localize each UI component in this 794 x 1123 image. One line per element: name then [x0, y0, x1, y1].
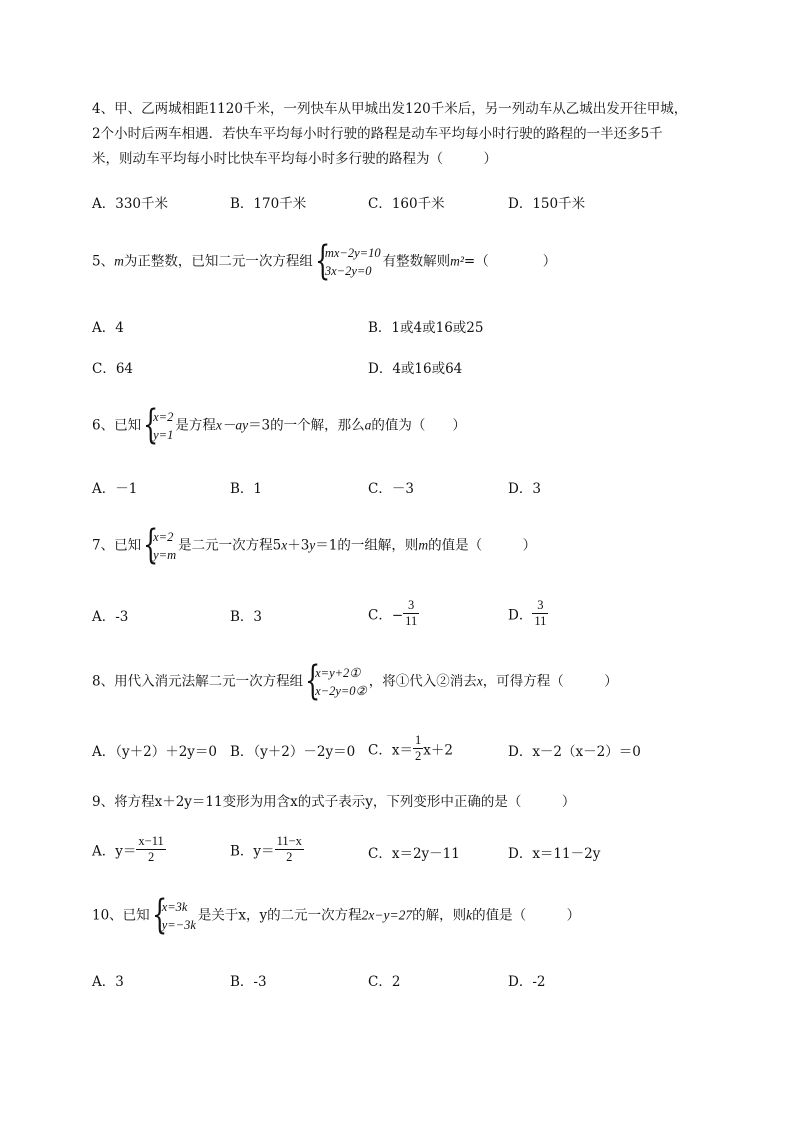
q7-option-c — [368, 598, 419, 629]
q9-option-b-fraction — [275, 834, 304, 865]
q7-text3: ＝1的一组解，则 — [315, 537, 419, 554]
q4-line2: 2个小时后两车相遇．若快车平均每小时行驶的路程是动车平均每小时行驶的路程的一半还多5千 — [92, 126, 663, 142]
q10-eq2: y=−3k — [161, 918, 196, 932]
q5-option-b: B．1或4或16或25 — [368, 320, 484, 336]
q6-text3: 的值为（ ） — [371, 417, 466, 434]
q4-option-a: A．330千米 — [92, 196, 169, 212]
q6-system: { x=2 y=1 — [143, 402, 174, 448]
q8-option-b: B．（y＋2）－2y＝0 — [230, 744, 356, 760]
q10-text2: 的解，则 — [412, 907, 467, 924]
q7-option-d-fraction — [532, 598, 548, 629]
q6-eq2: y=1 — [153, 428, 174, 442]
q5-stem — [92, 238, 557, 284]
q9-option-b-prefix: B．y＝ — [230, 843, 275, 860]
q7-stem — [92, 522, 537, 568]
q7-eq2: y=m — [153, 548, 177, 562]
q7-option-c-num: 3 — [403, 598, 419, 614]
q8-option-a: A．（y＋2）＋2y＝0 — [92, 744, 218, 760]
q10-number: 10、已知 — [92, 907, 150, 924]
q5-option-c: C．64 — [92, 361, 134, 377]
q9-option-c: C．x＝2y－11 — [368, 846, 460, 862]
q6-stem — [92, 402, 466, 448]
q10-option-b: B．-3 — [230, 974, 267, 990]
q5-text2: 有整数解则 — [382, 253, 451, 270]
q9-option-a-fraction — [136, 834, 165, 865]
q9-stem: 9、将方程x＋2y＝11变形为用含x的式子表示y，下列变形中正确的是（ ） — [92, 794, 576, 810]
q4-option-b: B．170千米 — [230, 196, 307, 212]
q6-eq1: x=2 — [153, 410, 174, 424]
q10-k: k — [466, 907, 473, 923]
q7-x: x — [281, 537, 288, 553]
q8-stem — [92, 658, 618, 704]
q7-eq1: x=2 — [153, 530, 174, 544]
q8-text1: ，将①代入②消去 — [368, 673, 477, 690]
q8-eq1: x=y+2① — [315, 666, 361, 680]
q10-option-c: C．2 — [368, 974, 401, 990]
q10-option-d: D．-2 — [508, 974, 546, 990]
q10-system: { x=3k y=−3k — [151, 892, 196, 938]
q10-eq1: x=3k — [161, 900, 188, 914]
q4-line3: 米，则动车平均每小时比快车平均每小时多行驶的路程为（ ） — [92, 151, 497, 167]
q9-option-a-den: 2 — [147, 850, 155, 864]
q8-number: 8、用代入消元法解二元一次方程组 — [92, 673, 304, 690]
q5-m2: m² — [450, 253, 464, 269]
q7-system: { x=2 y=m — [143, 522, 177, 568]
q7-number: 7、已知 — [92, 537, 142, 554]
q4-option-d: D．150千米 — [508, 196, 586, 212]
q7-option-d-num: 3 — [532, 598, 548, 614]
q7-m: m — [418, 537, 429, 553]
q8-option-d: D．x－2（x－2）＝0 — [508, 744, 641, 760]
q6-text1: 是方程 — [175, 417, 216, 434]
q6-option-a: A．－1 — [92, 481, 138, 497]
q5-text1: 为正整数，已知二元一次方程组 — [123, 253, 313, 270]
q6-option-b: B．1 — [230, 481, 263, 497]
q7-option-d — [508, 598, 548, 629]
q6-option-d: D．3 — [508, 481, 541, 497]
q9-option-a-num: x−11 — [138, 834, 164, 848]
q9-option-b — [230, 834, 304, 865]
q7-text2: ＋3 — [287, 537, 310, 554]
q6-text2: ＝3的一个解，那么 — [248, 417, 365, 434]
q7-option-c-fraction — [403, 598, 419, 629]
q8-option-c-num: 1 — [414, 733, 422, 747]
q5-eq2: 3x−2y=0 — [324, 264, 372, 278]
q8-option-c-den: 2 — [414, 749, 422, 763]
q4-line1: 4、甲、乙两城相距1120千米，一列快车从甲城出发120千米后，另一列动车从乙城出发开往甲城， — [92, 101, 688, 117]
q5-option-d: D．4或16或64 — [368, 361, 463, 377]
q4-option-c: C．160千米 — [368, 196, 445, 212]
q7-option-d-label: D． — [508, 607, 533, 624]
q6-number: 6、已知 — [92, 417, 142, 434]
q8-option-c-prefix: C．x＝ — [368, 742, 413, 759]
q9-option-d: D．x＝11－2y — [508, 846, 601, 862]
q10-option-a: A．3 — [92, 974, 124, 990]
q5-option-a: A．4 — [92, 320, 124, 336]
q8-option-c — [368, 733, 453, 764]
q5-system: { mx−2y=10 3x−2y=0 — [314, 238, 381, 284]
q5-text3: =（ ） — [463, 253, 557, 270]
q8-option-c-suffix: x＋2 — [423, 742, 453, 759]
q7-option-b: B．3 — [230, 609, 263, 625]
q8-eq2: x−2y=0② — [315, 684, 367, 698]
q7-y: y — [309, 537, 316, 553]
q8-x: x — [476, 673, 483, 689]
q9-option-b-num: 11−x — [276, 834, 302, 848]
q7-option-a: A．-3 — [92, 609, 129, 625]
q5-eq1: mx−2y=10 — [324, 246, 381, 260]
q6-expr: x－ay — [215, 417, 249, 433]
q6-option-c: C．－3 — [368, 481, 414, 497]
q8-option-c-fraction — [413, 733, 423, 764]
q10-stem — [92, 892, 581, 938]
q6-a: a — [364, 417, 372, 433]
q9-option-a — [92, 834, 166, 865]
q7-option-c-label: C．− — [368, 607, 404, 624]
q7-text1: 是二元一次方程5 — [178, 537, 282, 554]
q9-option-b-den: 2 — [286, 850, 293, 864]
q5-m: m — [114, 253, 124, 269]
q7-option-c-den: 11 — [405, 614, 418, 628]
q7-option-d-den: 11 — [534, 614, 547, 628]
q5-number: 5、 — [92, 253, 115, 270]
q10-equation: 2x−y=27 — [361, 907, 413, 923]
q9-option-a-prefix: A．y＝ — [92, 843, 137, 860]
q8-system: { x=y+2① x−2y=0② — [305, 658, 367, 704]
q7-text4: 的值是（ ） — [428, 537, 537, 554]
q10-text1: 是关于x，y的二元一次方程 — [197, 907, 362, 924]
q10-text3: 的值是（ ） — [472, 907, 581, 924]
q8-text2: ，可得方程（ ） — [482, 673, 618, 690]
